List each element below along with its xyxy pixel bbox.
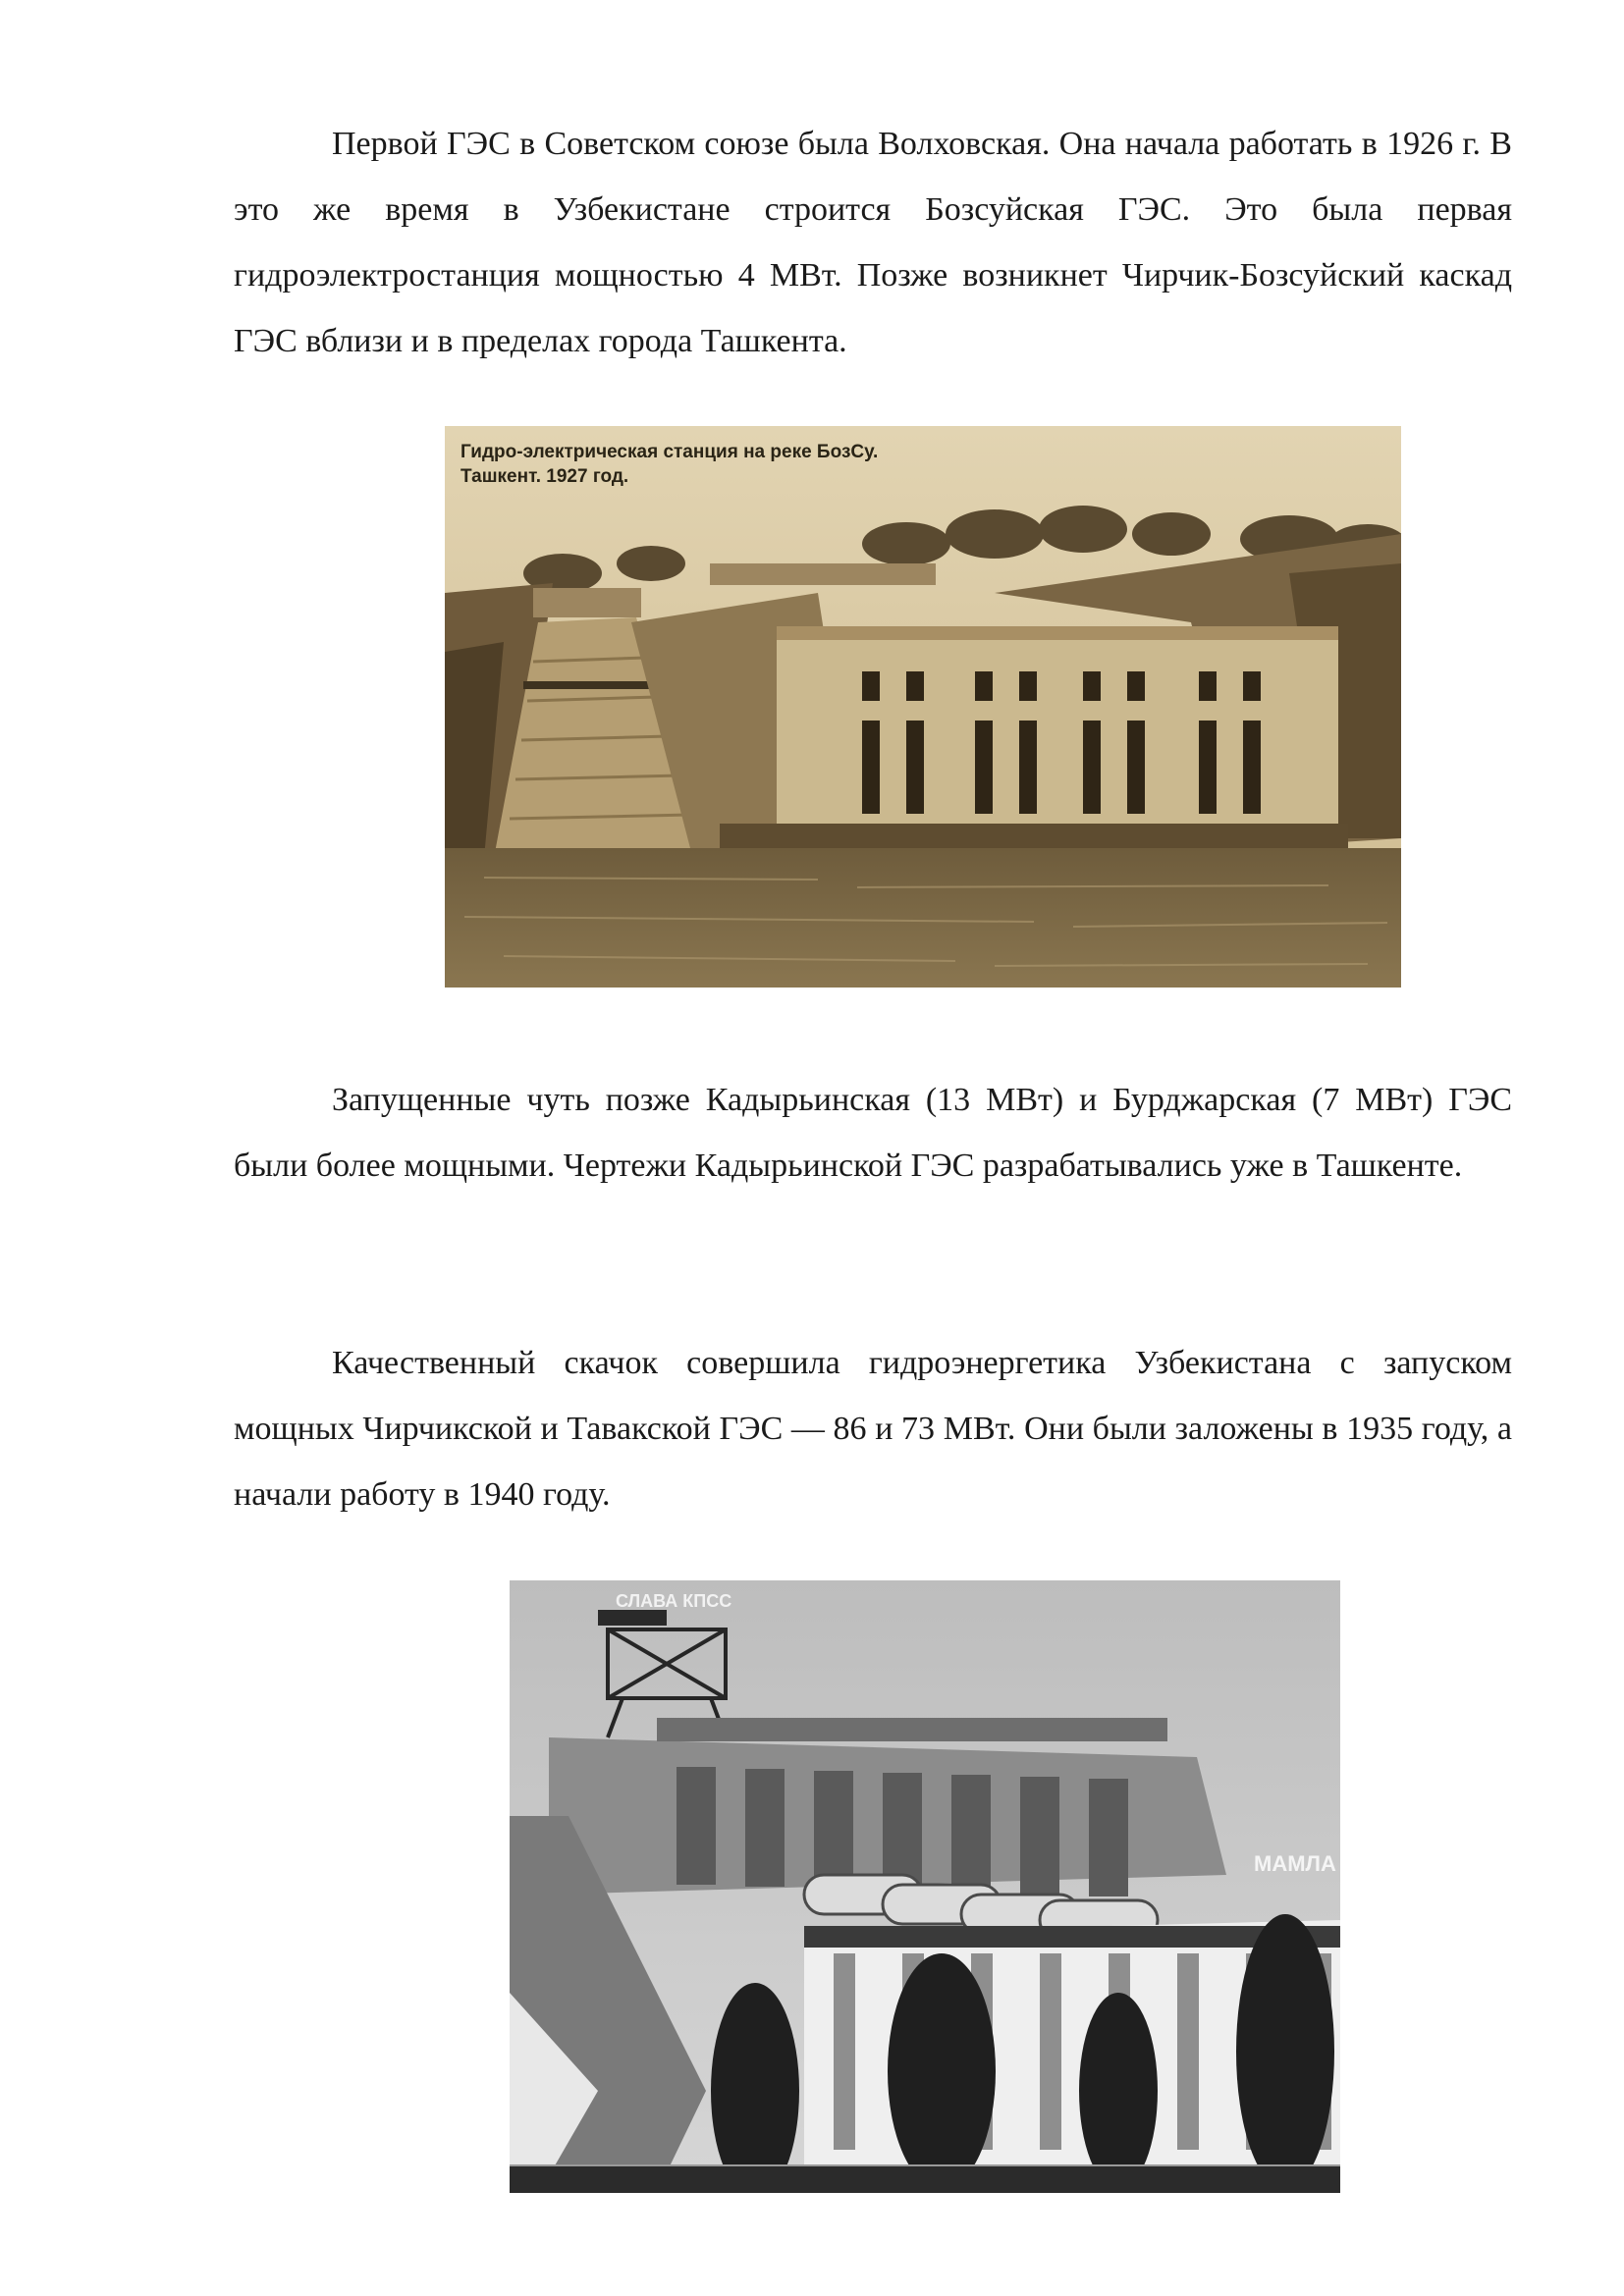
paragraph-3: Качественный скачок совершила гидроэнергетика Узбекистана с запуском мощных Чирчикской и Тавакской ГЭС — 86 и 73 МВт. Они были заложены в 1935 году, а начали работу в 1940 году. xyxy=(234,1345,1512,1513)
photo-caption xyxy=(460,440,878,489)
bozsu-photo-image xyxy=(445,426,1401,988)
caption-line-2: Ташкент. 1927 год. xyxy=(460,466,629,487)
caption-line-1: Гидро-электрическая станция на реке БозСу. xyxy=(460,442,879,462)
chirchik-station-photo xyxy=(510,1580,1340,2193)
paragraph-1: Первой ГЭС в Советском союзе была Волховская. Она начала работать в 1926 г. В это же время в Узбекистане строится Бозсуйская ГЭС. Это была первая гидроэлектростанция мощностью 4 МВт. Позже возникнет Чирчик-Бозсуйский каскад ГЭС вблизи и в пределах города Ташкента. xyxy=(234,126,1512,359)
hydro-station-bozsu-photo xyxy=(445,426,1401,988)
mamla-sign: МАМЛА xyxy=(1254,1851,1336,1876)
slava-kpss-sign: СЛАВА КПСС xyxy=(616,1591,732,1611)
paragraph-2: Запущенные чуть позже Кадырьинская (13 МВт) и Бурджарская (7 МВт) ГЭС были более мощными. Чертежи Кадырьинской ГЭС разрабатывались уже в Ташкенте. xyxy=(234,1082,1512,1184)
chirchik-photo-image xyxy=(510,1580,1340,2193)
